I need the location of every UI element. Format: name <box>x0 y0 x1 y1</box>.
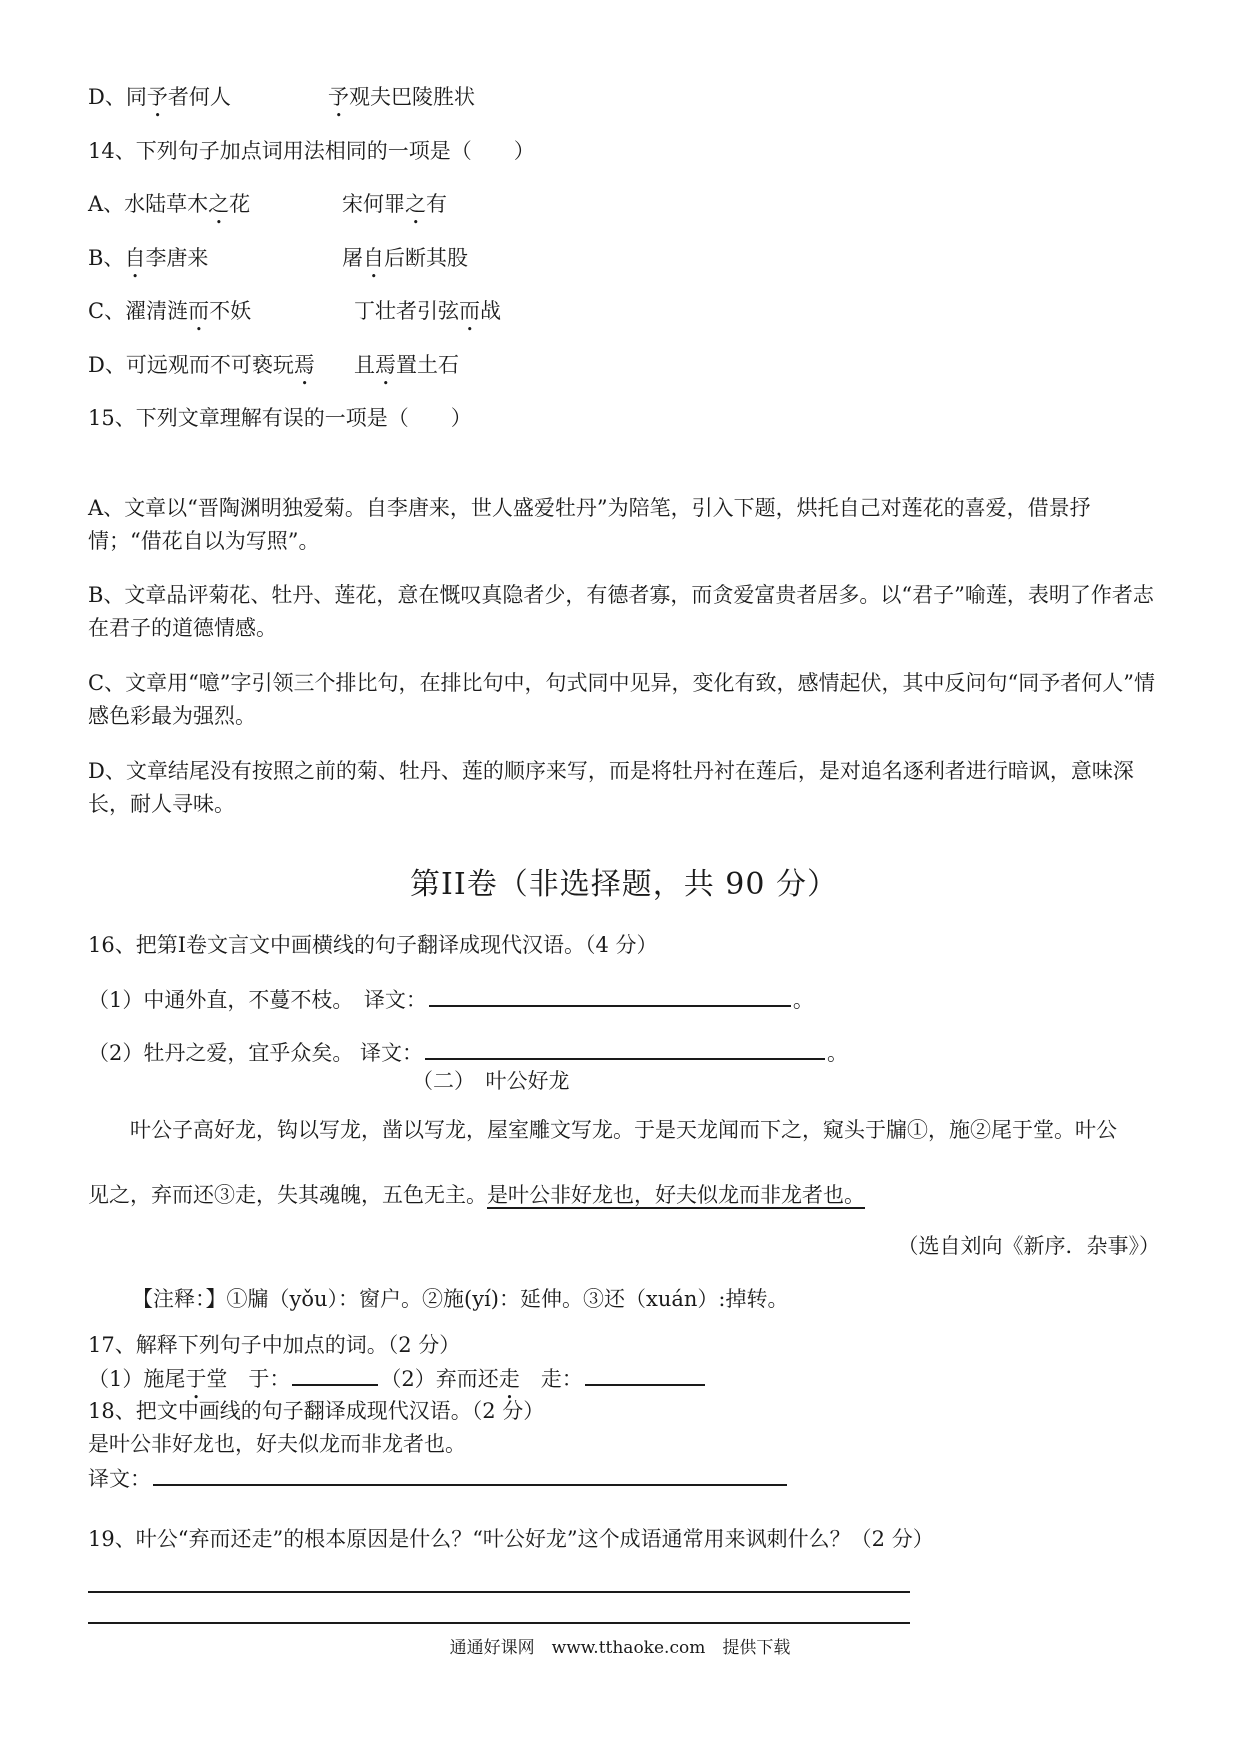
q16-sentence-2: （2）牡丹之爱，宜乎众矣。 译文： 。 <box>88 1036 848 1070</box>
q14-option-d: D、可远观而不可亵玩焉 且焉置土石 <box>88 353 459 377</box>
answer-line[interactable] <box>292 1362 378 1386</box>
q18-answer: 译文： <box>88 1462 789 1496</box>
dotted-char: 而 <box>459 299 480 323</box>
dotted-char: 之 <box>208 192 230 216</box>
dotted-char: 予 <box>146 85 168 109</box>
text: D、同 <box>88 85 147 109</box>
dotted-char: 予 <box>328 85 349 109</box>
answer-line[interactable] <box>585 1362 705 1386</box>
q15-option-b: B、文章品评菊花、牡丹、莲花，意在慨叹真隐者少，有德者寡，而贪爱富贵者居多。以“君子”喻莲，表明了作者志在君子的道德情感。 <box>88 583 1154 640</box>
passage-line-1: 叶公子高好龙，钩以写龙，凿以写龙，屋室雕文写龙。于是天龙闻而下之，窥头于牖①，施②尾于堂。叶公 <box>130 1118 1117 1142</box>
q15-option-a: A、文章以“晋陶渊明独爱菊。自李唐来，世人盛爱牡丹”为陪笔，引入下题，烘托自己对莲花的喜爱，借景抒情；“借花自以为写照”。 <box>88 496 1091 553</box>
section-title: 第II卷（非选择题，共 90 分） <box>410 867 838 902</box>
dotted-char: 自 <box>124 246 146 270</box>
q15-option-c: C、文章用“噫”字引领三个排比句，在排比句中，句式同中见异，变化有致，感情起伏，其中反问句“同予者何人”情感色彩最为强烈。 <box>88 671 1156 728</box>
dotted-char: 自 <box>363 246 384 270</box>
q14-option-b: B、自李唐来 屠自后断其股 <box>88 246 468 270</box>
dotted-char: 走 <box>498 1367 520 1391</box>
q15-option-d: D、文章结尾没有按照之前的菊、牡丹、莲的顺序来写，而是将牡丹衬在莲后，是对追名逐利者进行暗讽，意味深长，耐人寻味。 <box>88 759 1134 816</box>
answer-line[interactable] <box>425 1036 825 1060</box>
q16-stem: 16、把第Ⅰ卷文言文中画横线的句子翻译成现代汉语。（4 分） <box>88 933 658 957</box>
answer-line[interactable] <box>429 983 791 1007</box>
q17-stem: 17、解释下列句子中加点的词。（2 分） <box>88 1333 461 1357</box>
q16-sentence-1: （1）中通外直，不蔓不枝。 译文： 。 <box>88 983 814 1017</box>
passage-line-2: 见之，弃而还③走，失其魂魄，五色无主。是叶公非好龙也，好夫似龙而非龙者也。 <box>88 1183 865 1207</box>
dotted-char: 焉 <box>375 353 396 377</box>
q18-stem: 18、把文中画线的句子翻译成现代汉语。（2 分） <box>88 1399 545 1423</box>
dotted-char: 之 <box>405 192 426 216</box>
dotted-char: 于 <box>185 1367 207 1391</box>
page-footer: 通通好课网 www.tthaoke.com 提供下载 <box>449 1638 791 1658</box>
q14-option-a: A、水陆草木之花 宋何罪之有 <box>88 192 447 216</box>
text: 者何人 <box>167 85 231 109</box>
dotted-char: 焉 <box>293 353 315 377</box>
underlined-sentence: 是叶公非好龙也，好夫似龙而非龙者也。 <box>487 1183 865 1207</box>
q15-stem: 15、下列文章理解有误的一项是（ ） <box>88 406 472 430</box>
q17-items: （1）施尾于堂 于： （2）弃而还走 走： <box>88 1362 707 1404</box>
text: 观夫巴陵胜状 <box>349 85 475 109</box>
dotted-char: 而 <box>188 299 210 323</box>
answer-line[interactable] <box>88 1591 910 1593</box>
q13-option-d <box>88 82 475 122</box>
q14-stem: 14、下列句子加点词用法相同的一项是（ ） <box>88 139 535 163</box>
answer-line[interactable] <box>153 1462 787 1486</box>
q14-option-c: C、濯清涟而不妖 丁壮者引弦而战 <box>88 299 501 323</box>
passage-notes: 【注释：】①牖（yǒu）：窗户。②施(yí)：延伸。③还（xuán）:掉转。 <box>132 1287 789 1311</box>
answer-line[interactable] <box>88 1622 910 1624</box>
q19-stem: 19、叶公“弃而还走”的根本原因是什么？“叶公好龙”这个成语通常用来讽刺什么？（2 分） <box>88 1527 934 1551</box>
passage-source: （选自刘向《新序．杂事》） <box>897 1234 1160 1258</box>
q18-sentence: 是叶公非好龙也，好夫似龙而非龙者也。 <box>88 1432 466 1456</box>
passage-heading: （二） 叶公好龙 <box>412 1069 570 1093</box>
